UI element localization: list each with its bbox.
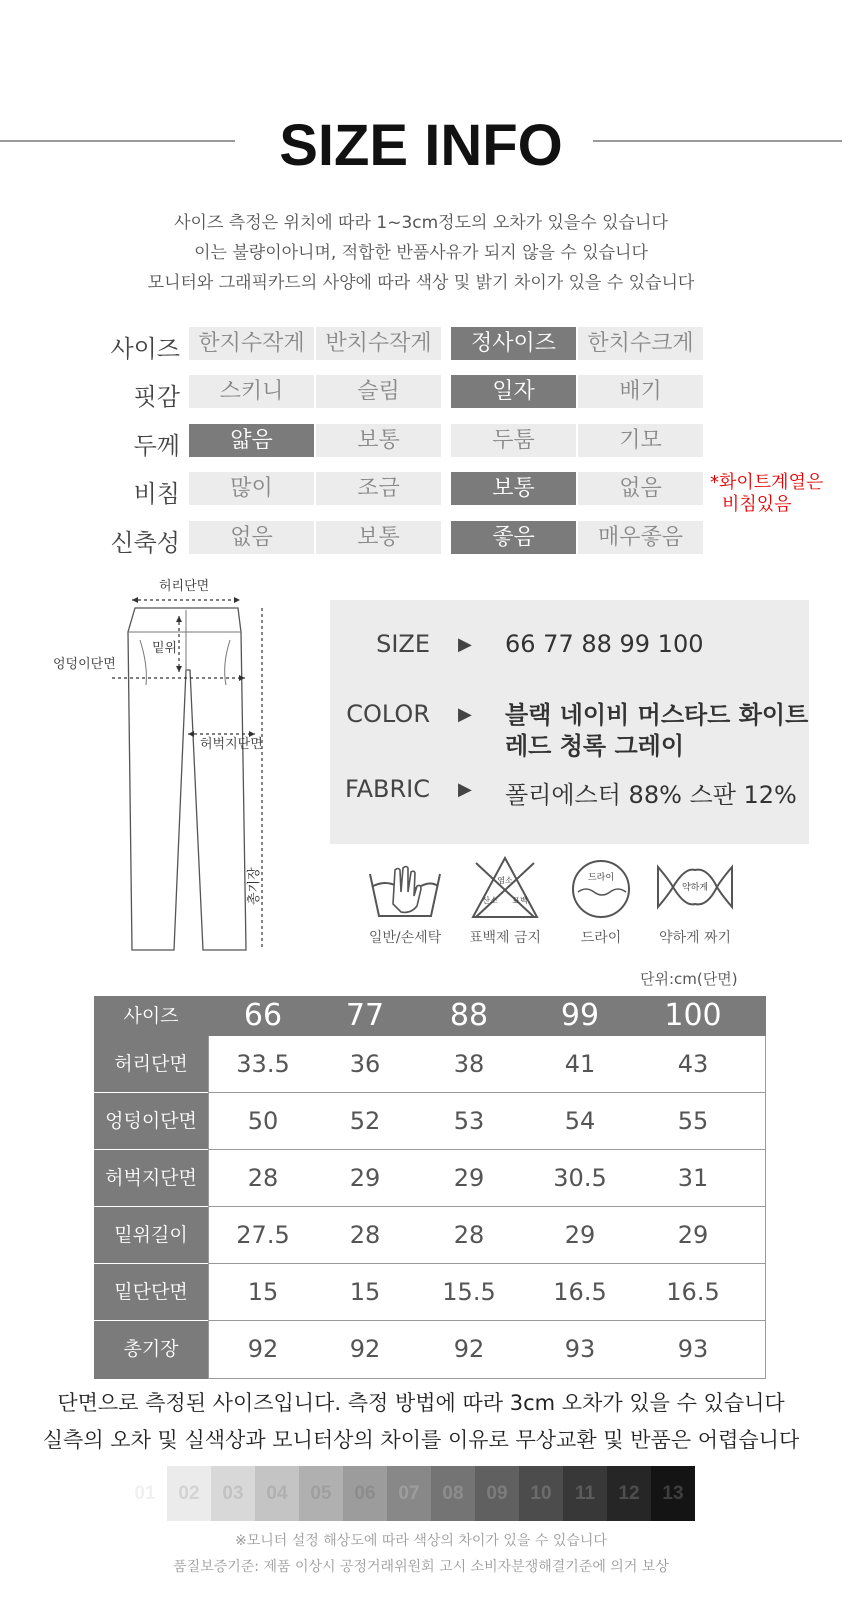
page-title: SIZE INFO [279,113,563,178]
table-cell: 16.5 [666,1278,720,1306]
table-cell: 31 [677,1164,709,1192]
spec-size-key: SIZE [376,630,430,658]
table-header-size: 88 [449,998,489,1033]
label-hip: 엉덩이단면 [53,657,116,672]
prop-stretch-opt-2: 보통 [316,521,441,554]
table-cell: 36 [349,1050,381,1078]
tone-swatch: 09 [475,1466,519,1521]
tone-swatch: 06 [343,1466,387,1521]
table-cell: 43 [677,1050,709,1078]
table-cell: 92 [453,1335,485,1363]
prop-sheer-opt-1: 많이 [189,472,314,505]
dry-clean-tag: 드라이 [587,873,615,883]
table-cell: 29 [453,1164,485,1192]
row-label: 밑단단면 [94,1264,208,1320]
prop-size-opt-1: 한지수작게 [189,327,314,360]
label-rise: 밑위 [152,641,178,656]
table-cell: 93 [677,1335,709,1363]
tone-swatch: 11 [563,1466,607,1521]
table-header-row [94,996,766,1036]
table-row [94,1207,766,1263]
table-cell: 53 [453,1107,485,1135]
table-unit: 단위:cm(단면) [640,970,738,988]
quality-note: 품질보증기준: 제품 이상시 공정거래위원회 고시 소비자분쟁해결기준에 의거 보상 [173,1559,669,1575]
spec-color-arrow: ▶ [458,704,472,725]
table-cell: 29 [564,1221,596,1249]
table-header-size: 99 [560,998,600,1033]
prop-stretch-opt-1: 없음 [189,521,314,554]
care-label-wring: 약하게 짜기 [658,930,732,946]
table-cell: 93 [564,1335,596,1363]
table-row [94,1093,766,1149]
prop-label-thickness: 두께 [133,432,180,460]
spec-size-value: 66 77 88 99 100 [505,630,704,658]
prop-thickness-opt-3: 두툼 [451,424,576,457]
spec-color-value-2: 레드 청록 그레이 [505,732,684,760]
prop-sheer-opt-2: 조금 [316,472,441,505]
table-cell: 16.5 [553,1278,607,1306]
table-cell: 27.5 [236,1221,290,1249]
table-cell: 28 [247,1164,279,1192]
tone-swatch: 05 [299,1466,343,1521]
spec-fabric-arrow: ▶ [458,779,472,800]
dry-clean-icon [570,858,632,920]
tone-swatch: 08 [431,1466,475,1521]
monitor-note: ※모니터 설정 해상도에 따라 색상의 차이가 있을 수 있습니다 [235,1533,607,1549]
table-cell: 30.5 [553,1164,607,1192]
label-waist: 허리단면 [159,579,210,594]
prop-label-fit: 핏감 [133,383,180,411]
prop-label-stretch: 신축성 [110,529,180,557]
table-cell: 52 [349,1107,381,1135]
prop-sheer-opt-3: 보통 [451,472,576,505]
spec-color-key: COLOR [346,700,430,728]
gentle-wring-tag: 약하게 [681,883,709,893]
gentle-wring-icon [655,862,735,912]
table-row [94,1036,766,1092]
row-label: 총기장 [94,1321,208,1379]
prop-thickness-opt-2: 보통 [316,424,441,457]
table-cell: 92 [247,1335,279,1363]
bleach-tag-chlorine: 염소 [497,876,513,885]
notice-line-2: 이는 불량이아니며, 적합한 반품사유가 되지 않을 수 있습니다 [194,243,648,263]
table-cell: 41 [564,1050,596,1078]
care-label-dry: 드라이 [580,930,622,946]
table-header-label: 사이즈 [123,1005,179,1027]
table-row [94,1150,766,1206]
footer-line-1: 단면으로 측정된 사이즈입니다. 측정 방법에 따라 3cm 오차가 있을 수 있습니다 [57,1391,785,1415]
prop-thickness-opt-1: 얇음 [189,424,314,457]
table-header-size: 100 [664,998,722,1033]
care-label-wash: 일반/손세탁 [368,930,442,946]
see-through-note-2: 비침있음 [722,494,792,515]
notice-line-3: 모니터와 그래픽카드의 사양에 따라 색상 및 밝기 차이가 있을 수 있습니다 [147,273,695,293]
table-header-size: 77 [345,998,385,1033]
prop-sheer-opt-4: 없음 [578,472,703,505]
table-cell: 28 [349,1221,381,1249]
hand-wash-icon [365,864,445,922]
tone-swatch: 04 [255,1466,299,1521]
table-cell: 15.5 [442,1278,496,1306]
table-cell: 54 [564,1107,596,1135]
tone-swatch: 01 [123,1466,167,1521]
tone-swatch: 07 [387,1466,431,1521]
row-label: 엉덩이단면 [94,1093,208,1149]
prop-fit-opt-2: 슬림 [316,375,441,408]
label-thigh: 허벅지단면 [200,737,263,752]
prop-fit-opt-4: 배기 [578,375,703,408]
prop-stretch-opt-3: 좋음 [451,521,576,554]
spec-size-arrow: ▶ [458,634,472,655]
label-length: 총기장 [247,867,262,905]
row-label: 허벅지단면 [94,1150,208,1206]
tone-swatch: 02 [167,1466,211,1521]
see-through-note-1: *화이트계열은 [710,472,824,493]
table-cell: 29 [677,1221,709,1249]
bleach-tag-oxygen: 산소 [482,896,498,905]
tone-swatch: 03 [211,1466,255,1521]
table-row [94,1264,766,1320]
prop-fit-opt-1: 스키니 [189,375,314,408]
spec-color-value-1: 블랙 네이비 머스타드 화이트 [505,701,809,729]
footer-line-2: 실측의 오차 및 실색상과 모니터상의 차이를 이유로 무상교환 및 반품은 어렵습니다 [42,1428,800,1452]
table-cell: 29 [349,1164,381,1192]
spec-fabric-key: FABRIC [345,775,430,803]
spec-fabric-value: 폴리에스터 88% 스판 12% [505,781,797,809]
bleach-tag-bleach: 표백 [512,896,528,905]
prop-thickness-opt-4: 기모 [578,424,703,457]
table-cell: 50 [247,1107,279,1135]
prop-fit-opt-3: 일자 [451,375,576,408]
prop-stretch-opt-4: 매우좋음 [578,521,703,554]
prop-size-opt-3: 정사이즈 [451,327,576,360]
table-cell: 28 [453,1221,485,1249]
table-row [94,1321,766,1379]
table-cell: 15 [349,1278,381,1306]
prop-size-opt-4: 한치수크게 [578,327,703,360]
spec-box [330,600,809,844]
tone-swatch: 12 [607,1466,651,1521]
table-cell: 38 [453,1050,485,1078]
row-label: 허리단면 [94,1036,208,1092]
care-label-bleach: 표백제 금지 [468,930,542,946]
table-cell: 15 [247,1278,279,1306]
row-label: 밑위길이 [94,1207,208,1263]
prop-label-size: 사이즈 [110,335,180,363]
tone-swatch: 13 [651,1466,695,1521]
table-header-size: 66 [243,998,283,1033]
prop-label-sheer: 비침 [133,480,180,508]
table-cell: 55 [677,1107,709,1135]
notice-line-1: 사이즈 측정은 위치에 따라 1~3cm정도의 오차가 있을수 있습니다 [174,213,668,233]
table-cell: 92 [349,1335,381,1363]
table-cell: 33.5 [236,1050,290,1078]
tone-swatch: 10 [519,1466,563,1521]
prop-size-opt-2: 반치수작게 [316,327,441,360]
no-bleach-icon [470,855,540,921]
